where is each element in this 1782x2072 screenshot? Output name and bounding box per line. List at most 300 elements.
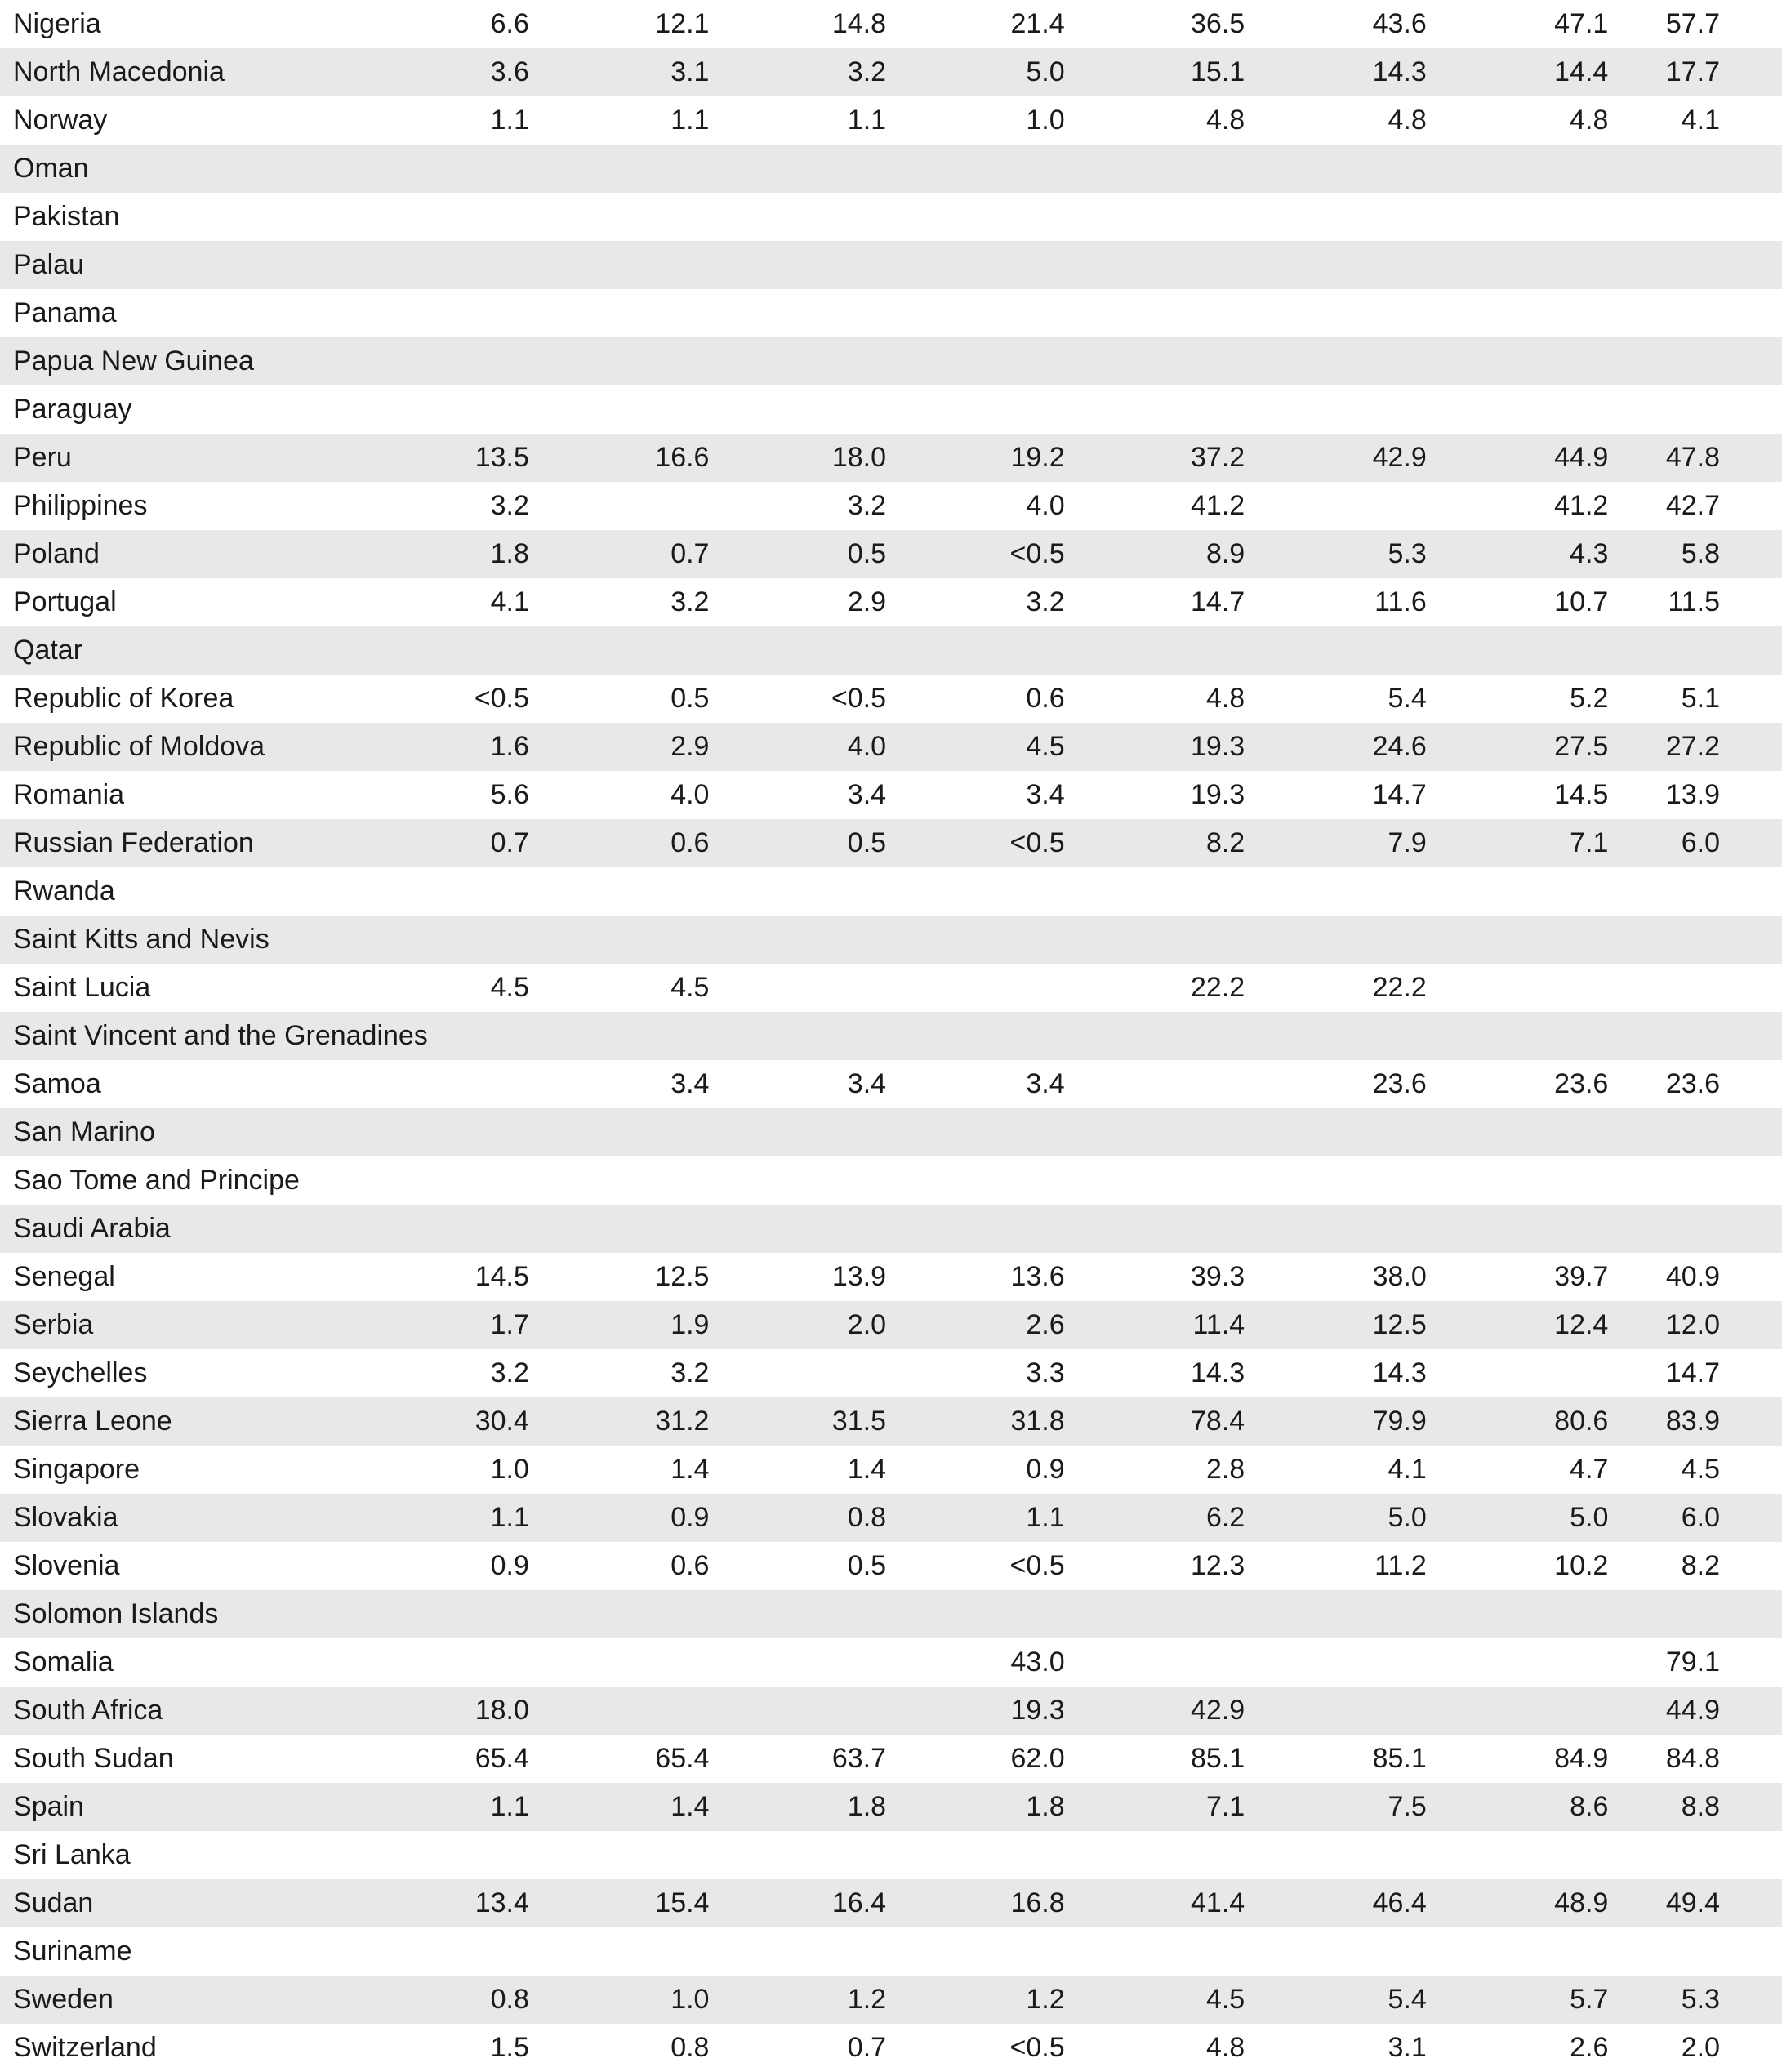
value-cell-col-6: 46.4: [1372, 1887, 1427, 1918]
table-row: [0, 1976, 1782, 2024]
value-cell-col-2: [567, 1012, 741, 1060]
value-cell-col-2: 31.2: [655, 1406, 710, 1437]
value-cell-col-7: [1435, 1590, 1609, 1638]
value-cell-col-5: 19.3: [1191, 779, 1245, 810]
value-cell-col-6: 85.1: [1372, 1743, 1427, 1774]
value-cell-col-8: [1608, 1012, 1782, 1060]
value-cell-col-4: 2.6: [1026, 1309, 1065, 1340]
value-cell-col-6: 14.7: [1372, 779, 1427, 810]
table-row: [0, 1927, 1782, 1976]
value-cell-col-3: [740, 1156, 914, 1205]
value-cell-col-4: 13.6: [1010, 1261, 1065, 1292]
value-cell-col-4: 19.2: [1010, 442, 1065, 473]
table-row: [0, 1831, 1782, 1879]
value-cell-col-6: [1261, 1156, 1435, 1205]
country-name-cell: Somalia: [13, 1646, 114, 1678]
country-name-cell: Solomon Islands: [13, 1598, 219, 1629]
table-row: [0, 48, 1782, 96]
value-cell-col-2: [567, 337, 741, 385]
value-cell-col-8: 5.3: [1681, 1984, 1720, 2015]
value-cell-col-8: 57.7: [1665, 8, 1720, 39]
value-cell-col-6: 11.6: [1374, 586, 1427, 617]
value-cell-col-7: 10.7: [1554, 586, 1609, 617]
value-cell-col-3: [740, 289, 914, 337]
value-cell-col-1: 1.1: [490, 105, 529, 136]
value-cell-col-4: 43.0: [1010, 1646, 1065, 1678]
value-cell-col-8: 17.7: [1665, 56, 1720, 87]
country-name-cell: Norway: [13, 105, 108, 136]
value-cell-col-5: 4.8: [1205, 683, 1245, 714]
value-cell-col-8: 44.9: [1665, 1695, 1720, 1726]
table-row: [0, 867, 1782, 916]
value-cell-col-1: [393, 1156, 567, 1205]
value-cell-col-8: [1608, 1205, 1782, 1253]
country-name-cell: Paraguay: [13, 394, 132, 425]
value-cell-col-7: 5.2: [1570, 683, 1609, 714]
value-cell-col-4: [914, 916, 1088, 964]
value-cell-col-8: 11.5: [1668, 586, 1720, 617]
value-cell-col-7: 12.4: [1554, 1309, 1609, 1340]
value-cell-col-3: 14.8: [831, 8, 887, 39]
value-cell-col-2: 12.5: [655, 1261, 710, 1292]
country-name-cell: Qatar: [13, 635, 83, 666]
value-cell-col-6: [1261, 1687, 1435, 1735]
value-cell-col-5: 11.4: [1192, 1309, 1245, 1340]
value-cell-col-8: 84.8: [1665, 1743, 1720, 1774]
value-cell-col-5: 22.2: [1191, 972, 1245, 1003]
value-cell-col-8: 4.1: [1681, 105, 1720, 136]
value-cell-col-3: 4.0: [847, 731, 887, 762]
value-cell-col-6: [1261, 867, 1435, 916]
value-cell-col-3: 1.2: [847, 1984, 887, 2015]
value-cell-col-1: [393, 193, 567, 241]
value-cell-col-5: 15.1: [1191, 56, 1245, 87]
value-cell-col-3: [740, 1927, 914, 1976]
value-cell-col-4: 5.0: [1026, 56, 1065, 87]
value-cell-col-8: 42.7: [1665, 490, 1720, 521]
value-cell-col-2: [567, 1108, 741, 1156]
value-cell-col-5: 8.2: [1205, 827, 1245, 858]
value-cell-col-6: [1261, 385, 1435, 434]
country-name-cell: Singapore: [13, 1454, 140, 1485]
value-cell-col-4: [914, 145, 1088, 193]
value-cell-col-8: [1608, 385, 1782, 434]
value-cell-col-5: [1088, 626, 1262, 675]
value-cell-col-2: [567, 626, 741, 675]
table-row: [0, 1542, 1782, 1590]
value-cell-col-6: [1261, 1927, 1435, 1976]
table-row: [0, 96, 1782, 145]
value-cell-col-3: 18.0: [831, 442, 887, 473]
country-name-cell: Saint Vincent and the Grenadines: [13, 1020, 428, 1051]
value-cell-col-8: [1608, 1156, 1782, 1205]
table-row: [0, 1349, 1782, 1397]
value-cell-col-4: <0.5: [1009, 538, 1065, 569]
table-row: [0, 1397, 1782, 1446]
value-cell-col-2: [567, 145, 741, 193]
value-cell-col-1: 65.4: [474, 1743, 529, 1774]
value-cell-col-2: [567, 916, 741, 964]
table-row: [0, 578, 1782, 626]
value-cell-col-2: [567, 1687, 741, 1735]
value-cell-col-4: 1.1: [1026, 1502, 1065, 1533]
value-cell-col-3: [740, 1205, 914, 1253]
value-cell-col-8: 2.0: [1681, 2032, 1720, 2063]
country-name-cell: Samoa: [13, 1068, 101, 1099]
value-cell-col-2: 3.1: [670, 56, 710, 87]
table-row: [0, 434, 1782, 482]
value-cell-col-6: 22.2: [1372, 972, 1427, 1003]
value-cell-col-1: 6.6: [490, 8, 529, 39]
value-cell-col-5: [1088, 916, 1262, 964]
value-cell-col-5: 85.1: [1191, 1743, 1245, 1774]
value-cell-col-8: 79.1: [1665, 1646, 1720, 1678]
value-cell-col-8: [1608, 241, 1782, 289]
value-cell-col-7: 14.5: [1554, 779, 1609, 810]
value-cell-col-1: [393, 1831, 567, 1879]
value-cell-col-4: 4.0: [1026, 490, 1065, 521]
value-cell-col-7: 4.3: [1570, 538, 1609, 569]
value-cell-col-3: 16.4: [831, 1887, 887, 1918]
value-cell-col-2: [567, 1156, 741, 1205]
value-cell-col-5: 14.7: [1191, 586, 1245, 617]
value-cell-col-7: 39.7: [1554, 1261, 1609, 1292]
value-cell-col-5: [1088, 1108, 1262, 1156]
value-cell-col-7: [1435, 1638, 1609, 1687]
table-row: [0, 482, 1782, 530]
table-row: [0, 1060, 1782, 1108]
value-cell-col-5: 41.2: [1191, 490, 1245, 521]
value-cell-col-4: 19.3: [1010, 1695, 1065, 1726]
value-cell-col-4: 1.8: [1026, 1791, 1065, 1822]
value-cell-col-2: [567, 241, 741, 289]
value-cell-col-4: [914, 1156, 1088, 1205]
value-cell-col-8: [1608, 337, 1782, 385]
value-cell-col-6: 12.5: [1372, 1309, 1427, 1340]
country-name-cell: Poland: [13, 538, 100, 569]
value-cell-col-4: 1.2: [1026, 1984, 1065, 2015]
value-cell-col-4: <0.5: [1009, 2032, 1065, 2063]
value-cell-col-8: 12.0: [1665, 1309, 1720, 1340]
value-cell-col-4: [914, 626, 1088, 675]
value-cell-col-6: 42.9: [1372, 442, 1427, 473]
value-cell-col-4: <0.5: [1009, 1550, 1065, 1581]
value-cell-col-2: 1.4: [670, 1791, 710, 1822]
value-cell-col-8: [1608, 1927, 1782, 1976]
value-cell-col-7: 84.9: [1554, 1743, 1609, 1774]
value-cell-col-6: 5.4: [1388, 683, 1427, 714]
value-cell-col-5: [1088, 193, 1262, 241]
value-cell-col-1: 0.9: [490, 1550, 529, 1581]
country-name-cell: Saint Lucia: [13, 972, 151, 1003]
value-cell-col-7: [1435, 385, 1609, 434]
value-cell-col-7: [1435, 916, 1609, 964]
value-cell-col-1: 0.8: [490, 1984, 529, 2015]
value-cell-col-7: [1435, 1012, 1609, 1060]
value-cell-col-8: [1608, 145, 1782, 193]
value-cell-col-8: 47.8: [1665, 442, 1720, 473]
table-row: [0, 723, 1782, 771]
table-row: [0, 337, 1782, 385]
value-cell-col-5: [1088, 1060, 1262, 1108]
country-name-cell: North Macedonia: [13, 56, 225, 87]
table-row: [0, 530, 1782, 578]
value-cell-col-8: 8.8: [1681, 1791, 1720, 1822]
value-cell-col-3: [740, 1349, 914, 1397]
value-cell-col-8: [1608, 626, 1782, 675]
value-cell-col-4: [914, 1831, 1088, 1879]
country-name-cell: Sri Lanka: [13, 1839, 131, 1870]
value-cell-col-1: 4.5: [490, 972, 529, 1003]
value-cell-col-6: 4.1: [1388, 1454, 1427, 1485]
country-name-cell: Sao Tome and Principe: [13, 1165, 300, 1196]
value-cell-col-7: [1435, 1349, 1609, 1397]
value-cell-col-3: 0.5: [847, 538, 887, 569]
value-cell-col-5: [1088, 1590, 1262, 1638]
value-cell-col-3: [740, 385, 914, 434]
value-cell-col-3: 31.5: [831, 1406, 887, 1437]
value-cell-col-8: 6.0: [1681, 1502, 1720, 1533]
value-cell-col-5: [1088, 385, 1262, 434]
value-cell-col-2: 3.2: [670, 1357, 710, 1388]
table-row: [0, 1687, 1782, 1735]
value-cell-col-2: [567, 289, 741, 337]
value-cell-col-4: [914, 241, 1088, 289]
value-cell-col-1: 1.6: [490, 731, 529, 762]
value-cell-col-4: 31.8: [1010, 1406, 1065, 1437]
value-cell-col-7: 14.4: [1554, 56, 1609, 87]
value-cell-col-8: [1608, 1108, 1782, 1156]
table-row: [0, 626, 1782, 675]
value-cell-col-3: [740, 193, 914, 241]
value-cell-col-2: [567, 193, 741, 241]
value-cell-col-8: 49.4: [1665, 1887, 1720, 1918]
value-cell-col-6: 79.9: [1372, 1406, 1427, 1437]
value-cell-col-1: 1.0: [490, 1454, 529, 1485]
value-cell-col-6: [1261, 626, 1435, 675]
value-cell-col-8: 40.9: [1665, 1261, 1720, 1292]
value-cell-col-3: [740, 964, 914, 1012]
value-cell-col-3: 3.4: [847, 779, 887, 810]
table-row: [0, 771, 1782, 819]
table-row: [0, 916, 1782, 964]
country-name-cell: Seychelles: [13, 1357, 148, 1388]
value-cell-col-6: 14.3: [1372, 1357, 1427, 1388]
value-cell-col-1: 3.2: [490, 1357, 529, 1388]
value-cell-col-8: 6.0: [1681, 827, 1720, 858]
value-cell-col-8: 8.2: [1681, 1550, 1720, 1581]
value-cell-col-8: 5.1: [1681, 683, 1720, 714]
value-cell-col-6: [1261, 1108, 1435, 1156]
country-name-cell: Portugal: [13, 586, 117, 617]
value-cell-col-2: 12.1: [655, 8, 710, 39]
value-cell-col-2: 4.5: [670, 972, 710, 1003]
value-cell-col-8: [1608, 916, 1782, 964]
value-cell-col-7: [1435, 1156, 1609, 1205]
value-cell-col-7: [1435, 1108, 1609, 1156]
value-cell-col-7: [1435, 289, 1609, 337]
value-cell-col-7: 41.2: [1554, 490, 1609, 521]
value-cell-col-3: [740, 1012, 914, 1060]
value-cell-col-6: [1261, 1205, 1435, 1253]
value-cell-col-4: [914, 337, 1088, 385]
value-cell-col-5: [1088, 145, 1262, 193]
value-cell-col-8: 5.8: [1681, 538, 1720, 569]
value-cell-col-6: [1261, 241, 1435, 289]
value-cell-col-7: 8.6: [1570, 1791, 1609, 1822]
value-cell-col-1: 13.4: [474, 1887, 529, 1918]
value-cell-col-6: 5.0: [1388, 1502, 1427, 1533]
country-name-cell: Pakistan: [13, 201, 120, 232]
value-cell-col-7: 80.6: [1554, 1406, 1609, 1437]
table-row: [0, 1012, 1782, 1060]
table-row: [0, 1446, 1782, 1494]
country-name-cell: Nigeria: [13, 8, 101, 39]
value-cell-col-4: 0.6: [1026, 683, 1065, 714]
value-cell-col-6: 5.4: [1388, 1984, 1427, 2015]
value-cell-col-1: 1.8: [490, 538, 529, 569]
value-cell-col-4: 4.5: [1026, 731, 1065, 762]
value-cell-col-1: [393, 289, 567, 337]
value-cell-col-1: 30.4: [474, 1406, 529, 1437]
country-name-cell: South Sudan: [13, 1743, 174, 1774]
table-row: [0, 1494, 1782, 1542]
value-cell-col-5: 14.3: [1191, 1357, 1245, 1388]
value-cell-col-6: [1261, 1012, 1435, 1060]
value-cell-col-1: 1.1: [490, 1502, 529, 1533]
value-cell-col-3: [740, 1638, 914, 1687]
country-name-cell: Suriname: [13, 1936, 132, 1967]
value-cell-col-5: 36.5: [1191, 8, 1245, 39]
value-cell-col-6: [1261, 337, 1435, 385]
value-cell-col-8: [1608, 193, 1782, 241]
country-name-cell: Republic of Korea: [13, 683, 234, 714]
value-cell-col-7: 4.7: [1570, 1454, 1609, 1485]
value-cell-col-3: [740, 626, 914, 675]
table-row: [0, 385, 1782, 434]
value-cell-col-7: 27.5: [1554, 731, 1609, 762]
value-cell-col-5: [1088, 867, 1262, 916]
value-cell-col-1: [393, 241, 567, 289]
value-cell-col-5: 41.4: [1191, 1887, 1245, 1918]
value-cell-col-7: 2.6: [1570, 2032, 1609, 2063]
value-cell-col-4: [914, 1012, 1088, 1060]
value-cell-col-1: 0.7: [490, 827, 529, 858]
table-row: [0, 1253, 1782, 1301]
country-name-cell: Russian Federation: [13, 827, 254, 858]
value-cell-col-4: 21.4: [1010, 8, 1065, 39]
value-cell-col-2: 1.1: [670, 105, 710, 136]
value-cell-col-6: 43.6: [1372, 8, 1427, 39]
value-cell-col-4: [914, 1108, 1088, 1156]
value-cell-col-4: [914, 385, 1088, 434]
value-cell-col-4: [914, 193, 1088, 241]
table-row: [0, 0, 1782, 48]
value-cell-col-3: 2.9: [847, 586, 887, 617]
value-cell-col-1: [393, 1108, 567, 1156]
value-cell-col-2: 15.4: [655, 1887, 710, 1918]
value-cell-col-5: [1088, 1927, 1262, 1976]
value-cell-col-3: [740, 1687, 914, 1735]
table-row: [0, 1301, 1782, 1349]
value-cell-col-1: 14.5: [474, 1261, 529, 1292]
value-cell-col-8: 83.9: [1665, 1406, 1720, 1437]
value-cell-col-5: 2.8: [1205, 1454, 1245, 1485]
value-cell-col-2: [567, 867, 741, 916]
value-cell-col-5: 4.8: [1205, 2032, 1245, 2063]
country-name-cell: Switzerland: [13, 2032, 157, 2063]
value-cell-col-3: <0.5: [831, 683, 887, 714]
value-cell-col-8: [1608, 1590, 1782, 1638]
value-cell-col-7: [1435, 1831, 1609, 1879]
value-cell-col-2: 2.9: [670, 731, 710, 762]
table-row: [0, 1735, 1782, 1783]
value-cell-col-1: 4.1: [490, 586, 529, 617]
value-cell-col-6: [1261, 1590, 1435, 1638]
value-cell-col-5: [1088, 289, 1262, 337]
country-name-cell: Serbia: [13, 1309, 94, 1340]
value-cell-col-2: 0.7: [670, 538, 710, 569]
table-row: [0, 819, 1782, 867]
value-cell-col-6: 11.2: [1374, 1550, 1427, 1581]
country-name-cell: Sierra Leone: [13, 1406, 172, 1437]
value-cell-col-5: [1088, 1831, 1262, 1879]
value-cell-col-2: 3.4: [670, 1068, 710, 1099]
value-cell-col-3: [740, 145, 914, 193]
value-cell-col-4: 3.3: [1026, 1357, 1065, 1388]
value-cell-col-3: [740, 337, 914, 385]
value-cell-col-7: 7.1: [1570, 827, 1609, 858]
value-cell-col-4: <0.5: [1009, 827, 1065, 858]
value-cell-col-2: 0.9: [670, 1502, 710, 1533]
country-name-cell: Spain: [13, 1791, 84, 1822]
value-cell-col-7: [1435, 193, 1609, 241]
value-cell-col-1: 1.1: [490, 1791, 529, 1822]
value-cell-col-5: [1088, 1156, 1262, 1205]
value-cell-col-2: [567, 1590, 741, 1638]
value-cell-col-1: 5.6: [490, 779, 529, 810]
value-cell-col-6: [1261, 193, 1435, 241]
value-cell-col-6: [1261, 1831, 1435, 1879]
table-row: [0, 964, 1782, 1012]
value-cell-col-4: 3.4: [1026, 779, 1065, 810]
table-row: [0, 1590, 1782, 1638]
value-cell-col-2: [567, 1205, 741, 1253]
value-cell-col-3: 0.7: [847, 2032, 887, 2063]
value-cell-col-5: 4.5: [1205, 1984, 1245, 2015]
value-cell-col-2: 1.0: [670, 1984, 710, 2015]
value-cell-col-6: 38.0: [1372, 1261, 1427, 1292]
value-cell-col-6: 7.5: [1388, 1791, 1427, 1822]
value-cell-col-3: [740, 867, 914, 916]
table-row: [0, 675, 1782, 723]
value-cell-col-7: 48.9: [1554, 1887, 1609, 1918]
value-cell-col-2: [567, 482, 741, 530]
country-name-cell: Panama: [13, 297, 117, 328]
country-name-cell: Saudi Arabia: [13, 1213, 171, 1244]
value-cell-col-1: [393, 145, 567, 193]
value-cell-col-7: [1435, 626, 1609, 675]
value-cell-col-2: 0.8: [670, 2032, 710, 2063]
value-cell-col-4: 3.4: [1026, 1068, 1065, 1099]
value-cell-col-7: [1435, 145, 1609, 193]
value-cell-col-8: 14.7: [1665, 1357, 1720, 1388]
value-cell-col-5: 4.8: [1205, 105, 1245, 136]
value-cell-col-1: [393, 1927, 567, 1976]
value-cell-col-5: 19.3: [1191, 731, 1245, 762]
value-cell-col-8: [1608, 867, 1782, 916]
value-cell-col-8: [1608, 289, 1782, 337]
